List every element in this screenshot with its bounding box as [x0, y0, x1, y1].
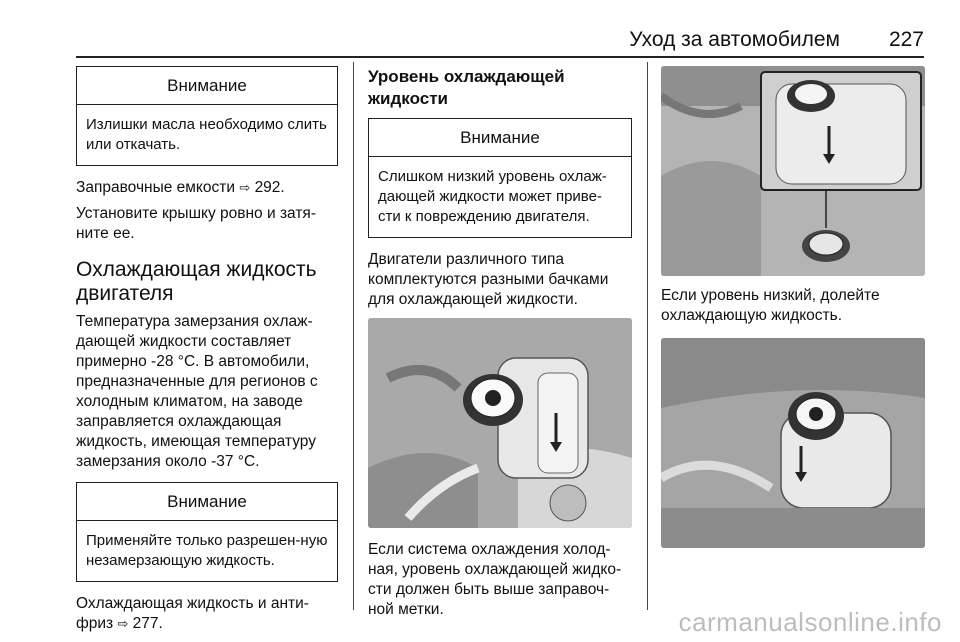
warning-box-oil [76, 66, 338, 166]
column-divider-2 [647, 62, 648, 610]
warning-text: Излишки масла необходимо слить или откачать. [86, 116, 327, 153]
header-divider [76, 56, 924, 58]
warning-title: Внимание [77, 483, 337, 521]
page-reference-link[interactable]: 292. [254, 179, 285, 196]
section-heading-coolant-level: Уровень охлаждающей жидкости [368, 67, 565, 108]
engine-bay-reservoir-photo [661, 66, 925, 276]
page-header [76, 26, 924, 56]
warning-box-low-level [368, 118, 632, 238]
warning-text: Применяйте только разрешен-ную незамерзающую жидкость. [86, 532, 328, 569]
antifreeze-paragraph: Охлаждающая жидкость и анти-фриз ⇨ 277. [76, 595, 309, 632]
low-level-paragraph: Если уровень низкий, долейте охлаждающую жидкость. [661, 287, 880, 324]
column-divider-1 [353, 62, 354, 610]
engines-paragraph: Двигатели различного типа комплектуются разными бачками для охлаждающей жидкости. [368, 251, 609, 308]
column-3 [661, 66, 925, 548]
arrow-reference-icon: ⇨ [239, 180, 251, 195]
freeze-point-paragraph: Температура замерзания охлаж-дающей жидкости составляет примерно -28 °C. В автомобили, предназначенные для регионов с холодным климатом, на заводе заправляется охлаждающая жидкость, имеющая температуру замерзания около -37 °C. [76, 313, 318, 470]
column-1 [76, 66, 338, 640]
warning-text: Слишком низкий уровень охлаж-дающей жидкости может приве-сти к повреждению двигателя. [378, 168, 607, 225]
section-title: Уход за автомобилем [629, 28, 840, 51]
warning-title: Внимание [77, 67, 337, 105]
coolant-reservoir-photo [368, 318, 632, 528]
page-reference-link[interactable]: 277. [132, 615, 163, 632]
watermark: carmanualsonline.info [678, 607, 942, 637]
warning-title: Внимание [369, 119, 631, 157]
section-heading-coolant: Охлаждающая жидкость двигателя [76, 258, 317, 305]
cap-paragraph: Установите крышку ровно и затя-ните ее. [76, 205, 316, 242]
refill-capacities-paragraph: Заправочные емкости ⇨ 292. [76, 179, 285, 196]
page-number: 227 [888, 28, 924, 51]
topping-up-reservoir-photo [661, 338, 925, 548]
column-2 [368, 66, 632, 626]
warning-box-antifreeze [76, 482, 338, 582]
arrow-reference-icon: ⇨ [117, 616, 129, 631]
cold-level-paragraph: Если система охлаждения холод-ная, уровень охлаждающей жидко-сти должен быть выше заправоч-ной метки. [368, 541, 622, 618]
